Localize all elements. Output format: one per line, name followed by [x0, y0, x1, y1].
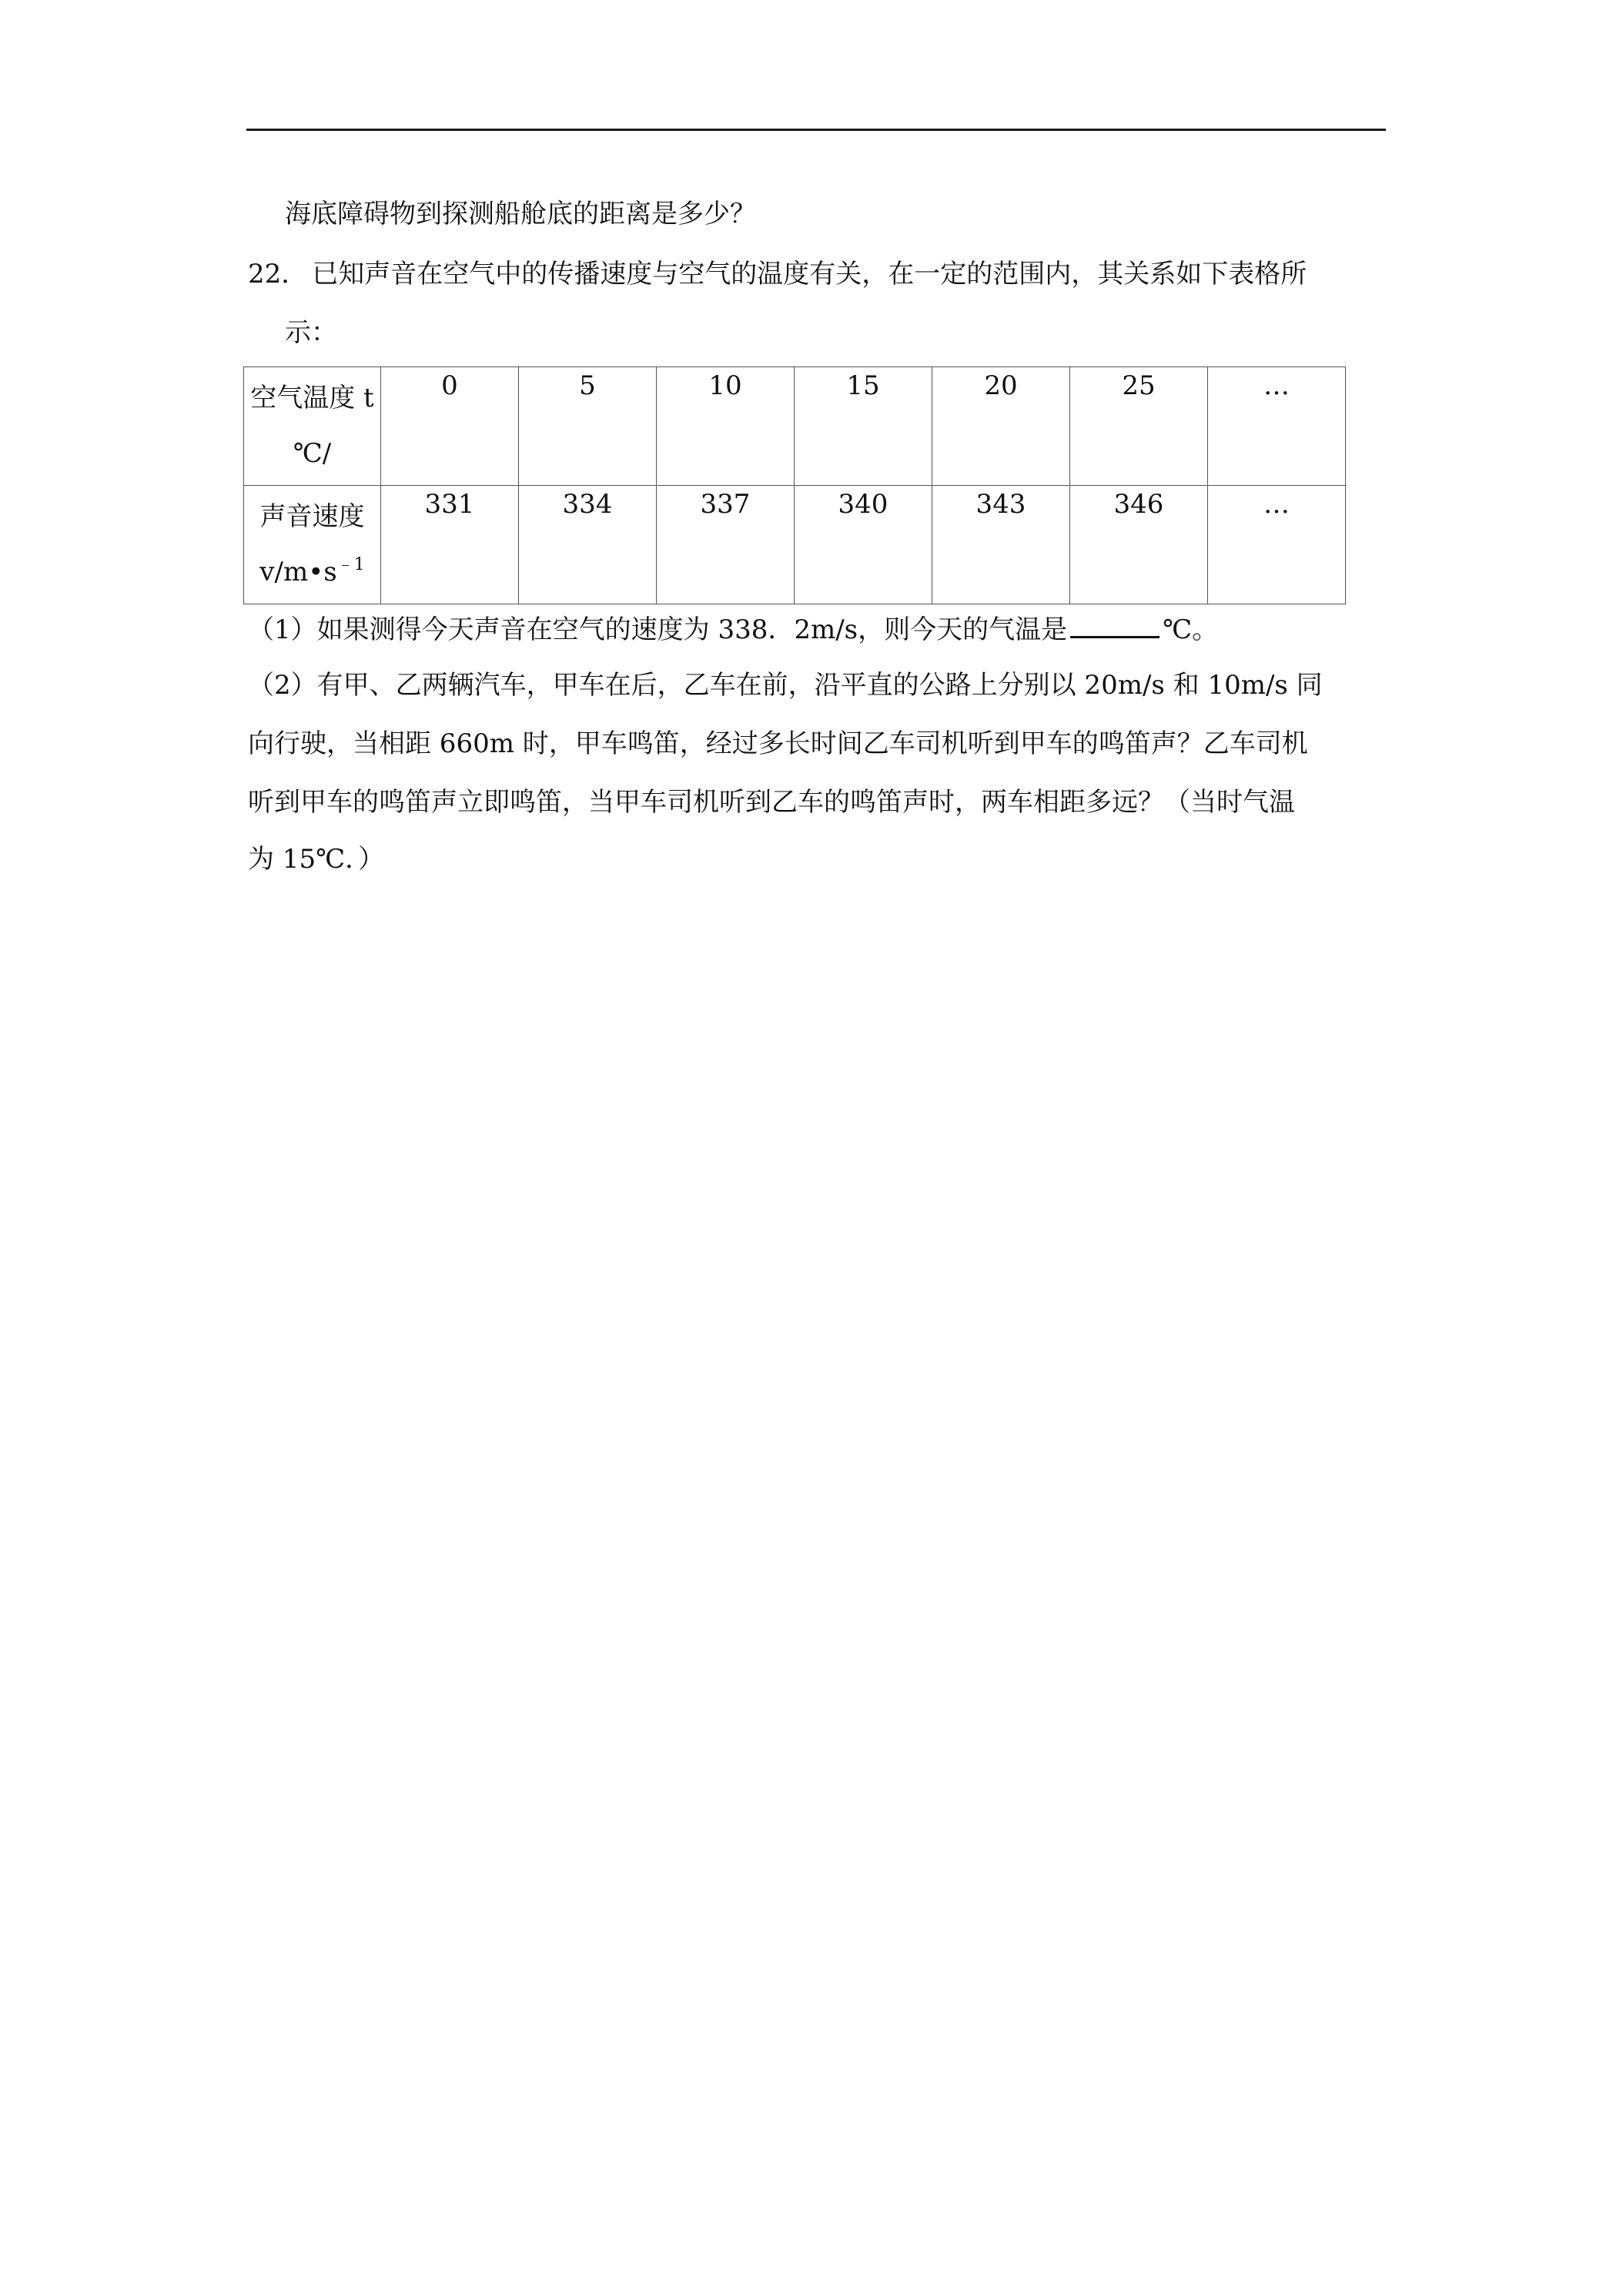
q22-intro-line2: 示： [285, 317, 337, 348]
table-cell: 340 [795, 486, 932, 604]
speed-unit-base: v/m•s [259, 557, 337, 587]
table-cell: 25 [1070, 367, 1208, 486]
q22-part2-line2: 向行驶，当相距 660m 时，甲车鸣笛，经过多长时间乙车司机听到甲车的鸣笛声？乙车司机 [248, 728, 1308, 759]
q21-tail-text: 海底障碍物到探测船舱底的距离是多少？ [285, 199, 756, 229]
q22-part1-text: （1）如果测得今天声音在空气的速度为 338．2m/s，则今天的气温是 [248, 614, 1068, 645]
question-number: 22． [248, 259, 308, 290]
table-cell: 346 [1070, 486, 1208, 604]
answer-blank[interactable] [1070, 613, 1160, 638]
table-row-speed [244, 486, 1346, 604]
table-cell: … [1208, 486, 1346, 604]
q22-part2-line4: 为 15℃．） [248, 844, 385, 875]
q22-part2-line1: （2）有甲、乙两辆汽车，甲车在后，乙车在前，沿平直的公路上分别以 20m/s 和 10m/s 同 [248, 670, 1323, 701]
speed-unit-exponent: ﹣1 [336, 555, 365, 574]
temperature-speed-table [243, 366, 1346, 604]
row-header-speed-line2 [244, 544, 380, 600]
table-cell: 10 [657, 367, 795, 486]
table-row-temperature [244, 367, 1346, 486]
q22-intro-text: 已知声音在空气中的传播速度与空气的温度有关，在一定的范围内，其关系如下表格所 [312, 259, 1307, 290]
table-cell: 334 [519, 486, 657, 604]
q22-part1 [248, 613, 1218, 645]
row-header-speed [244, 486, 381, 604]
header-rule [246, 129, 1386, 131]
row-header-temperature [244, 367, 381, 486]
table-cell: 5 [519, 367, 657, 486]
row-header-speed-line1: 声音速度 [259, 501, 365, 532]
table-cell: … [1208, 367, 1346, 486]
row-header-temperature-line2: ℃/ [293, 438, 332, 469]
table-cell: 0 [381, 367, 519, 486]
q22-intro-line1 [248, 259, 1307, 290]
table-cell: 343 [932, 486, 1070, 604]
table-cell: 20 [932, 367, 1070, 486]
table-cell: 15 [795, 367, 932, 486]
q22-part1-unit: ℃。 [1163, 614, 1219, 645]
q22-part2-line3: 听到甲车的鸣笛声立即鸣笛，当甲车司机听到乙车的鸣笛声时，两车相距多远？（当时气温 [248, 787, 1295, 818]
table-cell: 337 [657, 486, 795, 604]
table-cell: 331 [381, 486, 519, 604]
row-header-temperature-line1: 空气温度 t [250, 383, 374, 413]
